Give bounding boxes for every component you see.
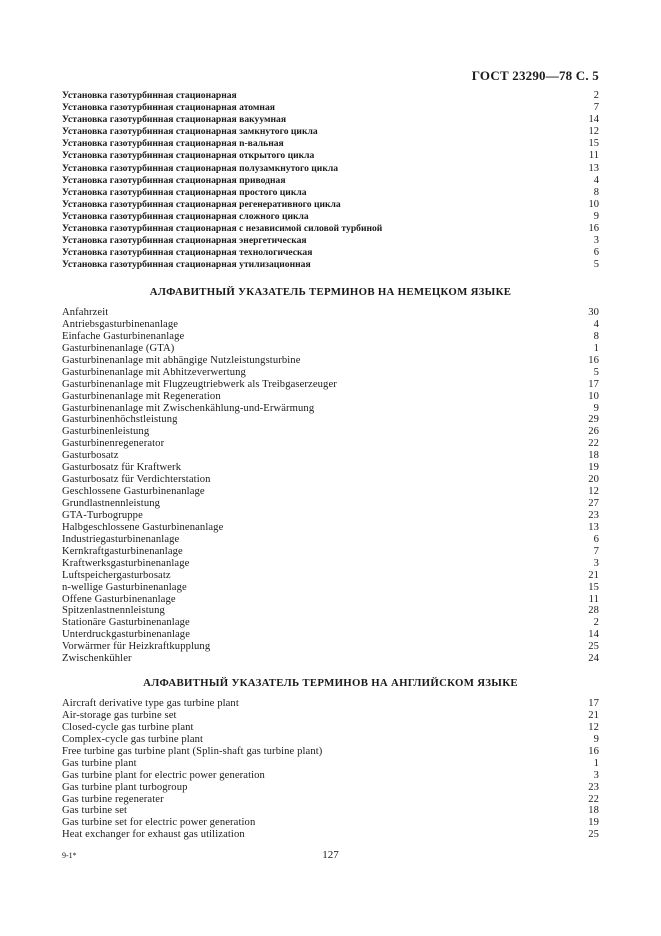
footer-mark: 9-1* <box>62 851 77 860</box>
list-item <box>62 653 599 665</box>
term-number: 19 <box>588 462 599 474</box>
term-number: 21 <box>588 709 599 721</box>
term-number: 30 <box>588 307 599 318</box>
term-number: 16 <box>588 745 599 757</box>
list-item <box>62 794 599 806</box>
term-number: 8 <box>593 330 599 342</box>
list-item <box>62 605 599 617</box>
term-number: 25 <box>588 829 599 841</box>
list-item <box>62 307 599 319</box>
term-number: 3 <box>593 557 599 569</box>
list-item <box>62 805 599 817</box>
term-label: Установка газотурбинная стационарная вакуумная <box>62 114 287 126</box>
term-label: Closed-cycle gas turbine plant <box>62 721 194 733</box>
term-label: Gasturbinenanlage mit abhängige Nutzleistungsturbine <box>62 354 301 366</box>
term-number: 3 <box>593 235 599 247</box>
term-label: Einfache Gasturbinenanlage <box>62 330 185 342</box>
term-number: 3 <box>593 769 599 781</box>
term-label: Установка газотурбинная стационарная энергетическая <box>62 235 307 247</box>
term-label: Gas turbine plant for electric power generation <box>62 769 265 781</box>
list-item <box>62 698 599 710</box>
list-item <box>62 438 599 450</box>
term-number: 21 <box>588 569 599 581</box>
term-label: Установка газотурбинная стационарная <box>62 90 237 101</box>
list-item <box>62 126 599 138</box>
list-item <box>62 746 599 758</box>
list-item <box>62 522 599 534</box>
term-label: Geschlossene Gasturbinenanlage <box>62 486 205 498</box>
list-item <box>62 187 599 199</box>
term-number: 13 <box>588 521 599 533</box>
list-item <box>62 641 599 653</box>
list-item <box>62 414 599 426</box>
term-label: Установка газотурбинная стационарная замкнутого цикла <box>62 126 318 138</box>
term-label: Industriegasturbinenanlage <box>62 533 180 545</box>
list-item <box>62 734 599 746</box>
term-number: 12 <box>588 126 599 138</box>
term-label: Free turbine gas turbine plant (Splin-shaft gas turbine plant) <box>62 745 323 757</box>
term-number: 23 <box>588 781 599 793</box>
term-label: Установка газотурбинная стационарная открытого цикла <box>62 150 315 162</box>
term-label: Gasturbinenanlage mit Regeneration <box>62 390 221 402</box>
list-item <box>62 486 599 498</box>
term-number: 8 <box>593 186 599 198</box>
term-label: Gasturbinenanlage mit Abhitzeverwertung <box>62 366 246 378</box>
list-item <box>62 510 599 522</box>
term-label: Kernkraftgasturbinenanlage <box>62 545 183 557</box>
term-number: 9 <box>593 733 599 745</box>
term-label: Complex-cycle gas turbine plant <box>62 733 204 745</box>
list-item <box>62 211 599 223</box>
term-label: Zwischenkühler <box>62 653 132 665</box>
term-label: Gas turbine plant <box>62 757 137 769</box>
page-header: ГОСТ 23290—78 С. 5 <box>471 68 599 83</box>
term-label: GTA-Turbogruppe <box>62 509 143 521</box>
english-terms-list <box>62 698 599 841</box>
list-item <box>62 594 599 606</box>
term-label: Halbgeschlossene Gasturbinenanlage <box>62 521 224 533</box>
list-item <box>62 546 599 558</box>
list-item <box>62 343 599 355</box>
term-number: 14 <box>588 629 599 641</box>
term-number: 14 <box>588 114 599 126</box>
term-label: n-wellige Gasturbinenanlage <box>62 581 187 593</box>
term-label: Grundlastnennleistung <box>62 498 161 509</box>
term-label: Установка газотурбинная стационарная атомная <box>62 102 275 114</box>
term-label: Luftspeichergasturbosatz <box>62 569 171 581</box>
list-item <box>62 534 599 546</box>
term-number: 18 <box>588 450 599 462</box>
term-label: Gas turbine set <box>62 805 128 817</box>
list-item <box>62 247 599 259</box>
term-label: Antriebsgasturbinenanlage <box>62 318 179 330</box>
term-label: Gasturbosatz für Kraftwerk <box>62 462 182 474</box>
german-index-title: АЛФАВИТНЫЙ УКАЗАТЕЛЬ ТЕРМИНОВ НА НЕМЕЦКОМ ЯЗЫКЕ <box>149 286 512 298</box>
list-item <box>62 462 599 474</box>
list-item <box>62 259 599 271</box>
term-label: Установка газотурбинная стационарная простого цикла <box>62 186 307 198</box>
list-item <box>62 90 599 102</box>
term-label: Установка газотурбинная стационарная утилизационная <box>62 259 311 271</box>
term-number: 28 <box>588 605 599 617</box>
term-label: Gasturbinenanlage mit Flugzeugtriebwerk als Treibgaserzeuger <box>62 378 337 390</box>
term-number: 9 <box>593 402 599 414</box>
term-label: Gasturbinenleistung <box>62 426 150 438</box>
list-item <box>62 391 599 403</box>
term-number: 4 <box>593 174 599 186</box>
list-item <box>62 450 599 462</box>
list-item <box>62 199 599 211</box>
term-number: 5 <box>593 366 599 378</box>
term-label: Gasturbinenanlage (GTA) <box>62 342 175 354</box>
list-item <box>62 223 599 235</box>
list-item <box>62 150 599 162</box>
term-label: Offene Gasturbinenanlage <box>62 593 176 605</box>
term-number: 15 <box>588 581 599 593</box>
term-label: Установка газотурбинная стационарная сложного цикла <box>62 210 309 222</box>
term-number: 22 <box>588 438 599 450</box>
term-number: 20 <box>588 474 599 486</box>
term-number: 19 <box>588 817 599 829</box>
term-number: 2 <box>593 617 599 629</box>
term-number: 2 <box>593 90 599 101</box>
term-number: 25 <box>588 641 599 653</box>
list-item <box>62 235 599 247</box>
page-number: 127 <box>322 849 339 861</box>
term-number: 7 <box>593 545 599 557</box>
term-label: Gasturbinenhöchstleistung <box>62 414 178 426</box>
term-label: Aircraft derivative type gas turbine plant <box>62 698 239 709</box>
list-item <box>62 163 599 175</box>
list-item <box>62 558 599 570</box>
list-item <box>62 319 599 331</box>
term-label: Установка газотурбинная стационарная с независимой силовой турбиной <box>62 223 383 235</box>
term-label: Установка газотурбинная стационарная полузамкнутого цикла <box>62 162 339 174</box>
term-label: Air-storage gas turbine set <box>62 709 177 721</box>
term-label: Heat exchanger for exhaust gas utilization <box>62 829 245 841</box>
list-item <box>62 114 599 126</box>
list-item <box>62 175 599 187</box>
german-terms-list <box>62 307 599 665</box>
term-label: Vorwärmer für Heizkraftkupplung <box>62 641 211 653</box>
term-number: 6 <box>593 533 599 545</box>
list-item <box>62 331 599 343</box>
term-number: 24 <box>588 653 599 665</box>
term-number: 18 <box>588 805 599 817</box>
term-number: 16 <box>588 354 599 366</box>
english-index-title: АЛФАВИТНЫЙ УКАЗАТЕЛЬ ТЕРМИНОВ НА АНГЛИЙСКОМ ЯЗЫКЕ <box>143 677 518 689</box>
list-item <box>62 770 599 782</box>
term-label: Установка газотурбинная стационарная технологическая <box>62 247 313 259</box>
term-number: 13 <box>588 162 599 174</box>
term-number: 4 <box>593 318 599 330</box>
term-number: 26 <box>588 426 599 438</box>
term-number: 10 <box>588 198 599 210</box>
term-number: 1 <box>593 757 599 769</box>
list-item <box>62 582 599 594</box>
term-label: Spitzenlastnennleistung <box>62 605 165 617</box>
term-label: Kraftwerksgasturbinenanlage <box>62 557 190 569</box>
term-label: Установка газотурбинная стационарная регенеративного цикла <box>62 198 341 210</box>
term-label: Gas turbine plant turbogroup <box>62 781 188 793</box>
term-label: Gasturbinenanlage mit Zwischenkählung-und-Erwärmung <box>62 402 315 414</box>
term-label: Gasturbinenregenerator <box>62 438 165 450</box>
term-number: 17 <box>588 378 599 390</box>
list-item <box>62 355 599 367</box>
list-item <box>62 710 599 722</box>
list-item <box>62 758 599 770</box>
term-number: 16 <box>588 223 599 235</box>
term-label: Unterdruckgasturbinenanlage <box>62 629 191 641</box>
term-number: 11 <box>588 593 599 605</box>
term-label: Anfahrzeit <box>62 307 109 318</box>
list-item <box>62 817 599 829</box>
term-number: 1 <box>593 342 599 354</box>
list-item <box>62 102 599 114</box>
term-number: 7 <box>593 102 599 114</box>
term-number: 12 <box>588 486 599 498</box>
term-number: 23 <box>588 509 599 521</box>
list-item <box>62 829 599 841</box>
term-number: 11 <box>588 150 599 162</box>
term-label: Gas turbine regenerater <box>62 793 164 805</box>
term-number: 27 <box>588 498 599 509</box>
russian-terms-list <box>62 90 599 271</box>
list-item <box>62 782 599 794</box>
list-item <box>62 138 599 150</box>
list-item <box>62 474 599 486</box>
term-number: 6 <box>593 247 599 259</box>
term-number: 29 <box>588 414 599 426</box>
term-number: 12 <box>588 721 599 733</box>
list-item <box>62 426 599 438</box>
term-label: Gasturbosatz <box>62 450 119 462</box>
term-label: Установка газотурбинная стационарная приводная <box>62 174 286 186</box>
list-item <box>62 498 599 510</box>
list-item <box>62 617 599 629</box>
list-item <box>62 722 599 734</box>
list-item <box>62 629 599 641</box>
list-item <box>62 367 599 379</box>
term-number: 15 <box>588 138 599 150</box>
term-number: 5 <box>593 259 599 271</box>
list-item <box>62 570 599 582</box>
term-label: Установка газотурбинная стационарная n-вальная <box>62 138 284 150</box>
term-label: Stationäre Gasturbinenanlage <box>62 617 190 629</box>
term-number: 10 <box>588 390 599 402</box>
term-label: Gas turbine set for electric power generation <box>62 817 256 829</box>
list-item <box>62 403 599 415</box>
term-number: 22 <box>588 793 599 805</box>
term-label: Gasturbosatz für Verdichterstation <box>62 474 211 486</box>
term-number: 9 <box>593 210 599 222</box>
term-number: 17 <box>588 698 599 709</box>
list-item <box>62 379 599 391</box>
